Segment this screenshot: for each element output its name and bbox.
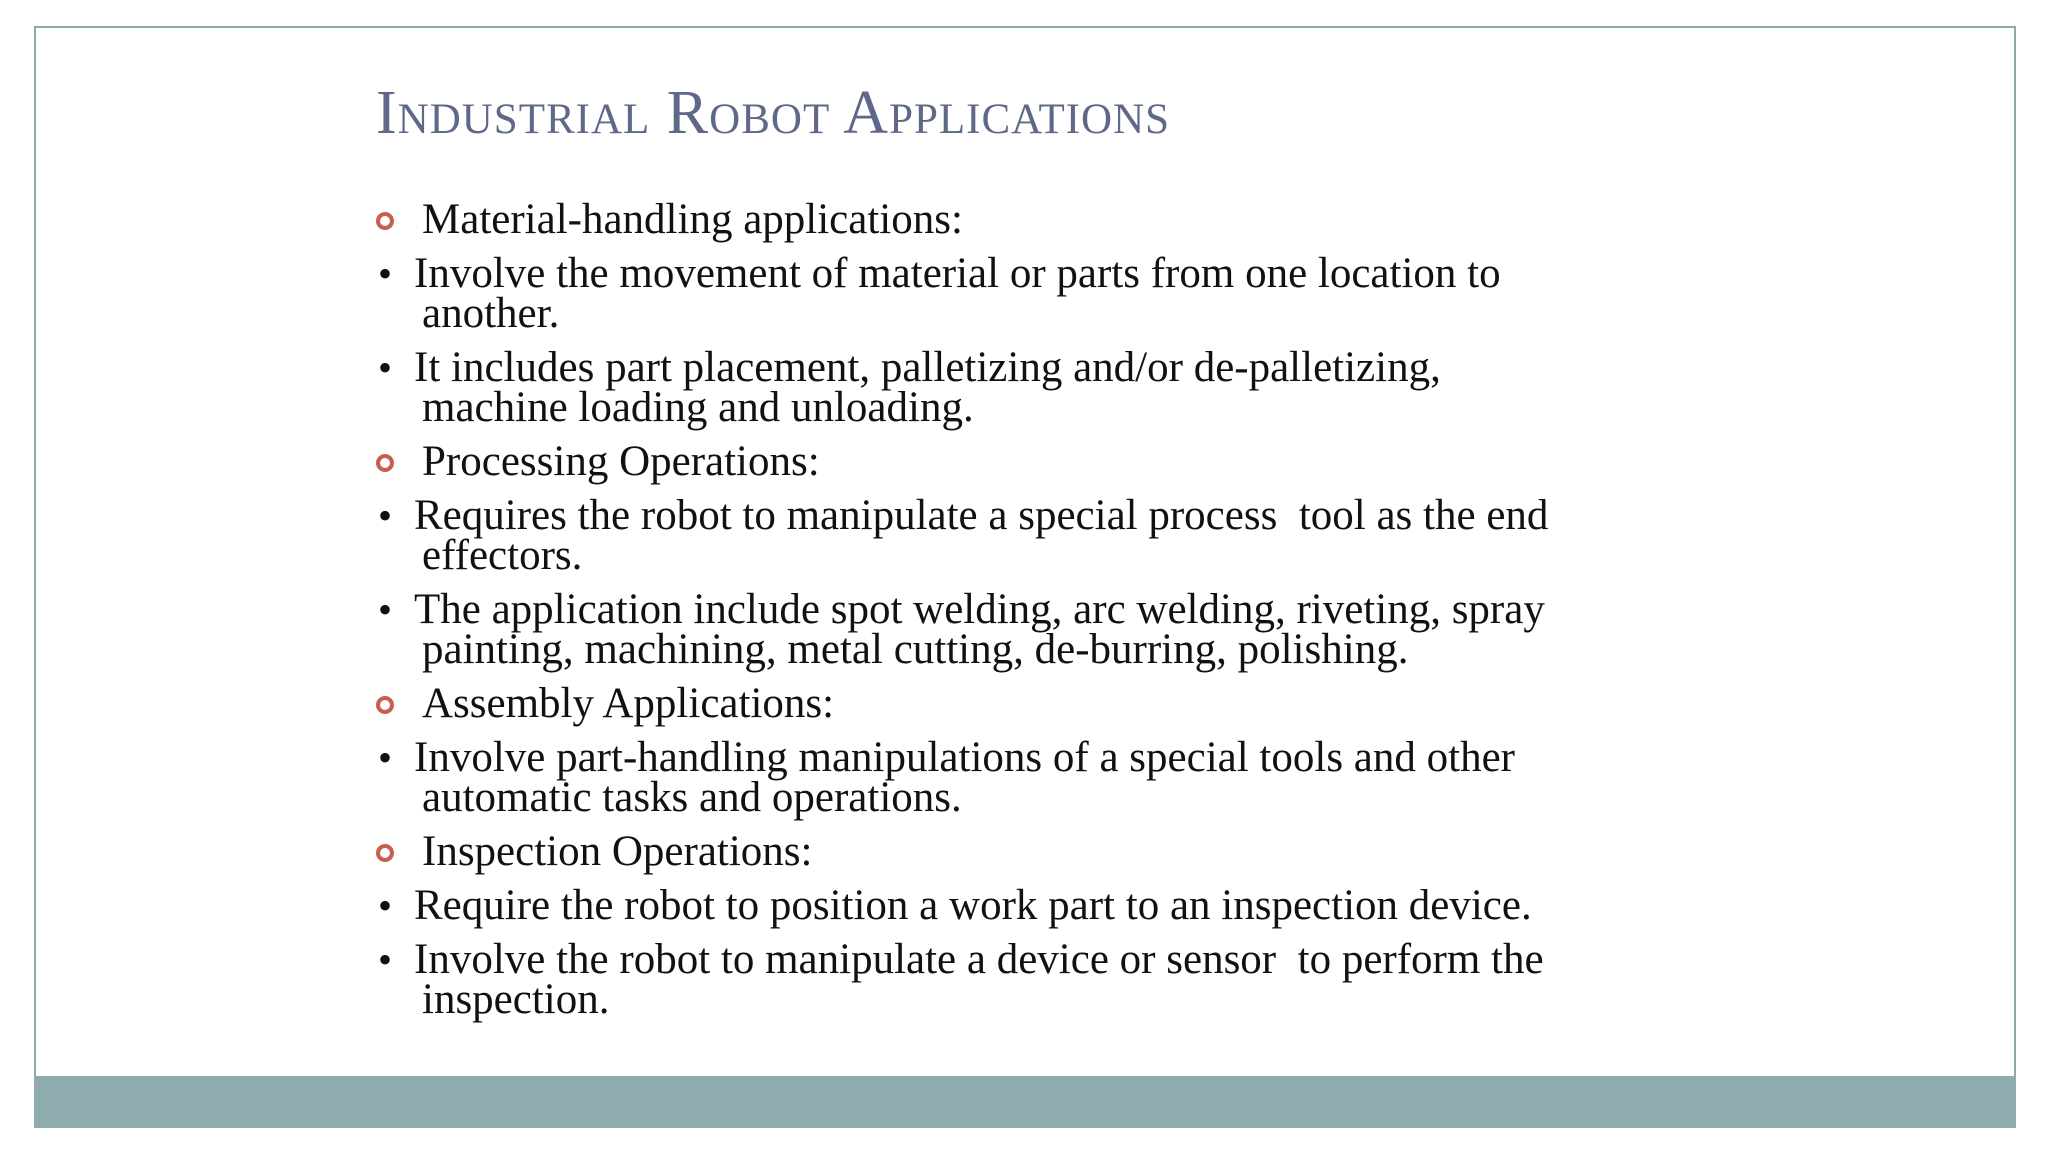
ring-bullet-icon (376, 696, 394, 714)
list-item (376, 734, 1776, 821)
list-item (376, 680, 1776, 727)
dot-bullet-icon: • (378, 587, 393, 632)
dot-bullet-icon: • (378, 937, 393, 982)
heading-text: Material-handling applications: (422, 196, 963, 243)
bullet-text-line: Involve the robot to manipulate a device or sensor to perform the (414, 936, 1544, 983)
bullet-text-line: automatic tasks and operations. (422, 774, 962, 821)
ring-bullet-icon (376, 844, 394, 862)
dot-bullet-icon: • (378, 345, 393, 390)
bullet-text-line: Requires the robot to manipulate a special process tool as the end (414, 492, 1549, 539)
bullet-text-line: painting, machining, metal cutting, de-burring, polishing. (422, 626, 1409, 673)
footer-bar (34, 1076, 2016, 1128)
list-item (376, 438, 1776, 485)
list-item (376, 586, 1776, 673)
bullet-text-line: The application include spot welding, arc welding, riveting, spray (414, 586, 1545, 633)
bullet-text-line: inspection. (422, 976, 610, 1023)
bullet-text-line: Require the robot to position a work part to an inspection device. (414, 882, 1532, 929)
list-item (376, 936, 1776, 1023)
heading-text: Processing Operations: (422, 438, 820, 485)
bullet-text-line: It includes part placement, palletizing and/or de-palletizing, (414, 344, 1441, 391)
bullet-list (376, 196, 1776, 1034)
heading-text: Assembly Applications: (422, 680, 835, 727)
slide-title: Industrial Robot Applications (376, 79, 1171, 147)
bullet-text-line: another. (422, 290, 560, 337)
bullet-text-line: machine loading and unloading. (422, 384, 974, 431)
ring-bullet-icon (376, 454, 394, 472)
dot-bullet-icon: • (378, 883, 393, 928)
dot-bullet-icon: • (378, 735, 393, 780)
list-item (376, 492, 1776, 579)
heading-text: Inspection Operations: (422, 828, 813, 875)
dot-bullet-icon: • (378, 251, 393, 296)
list-item (376, 828, 1776, 875)
list-item (376, 344, 1776, 431)
bullet-text-line: effectors. (422, 532, 583, 579)
dot-bullet-icon: • (378, 493, 393, 538)
bullet-text-line: Involve part-handling manipulations of a special tools and other (414, 734, 1515, 781)
ring-bullet-icon (376, 212, 394, 230)
list-item (376, 882, 1776, 929)
bullet-text-line: Involve the movement of material or parts from one location to (414, 250, 1501, 297)
list-item (376, 196, 1776, 243)
list-item (376, 250, 1776, 337)
